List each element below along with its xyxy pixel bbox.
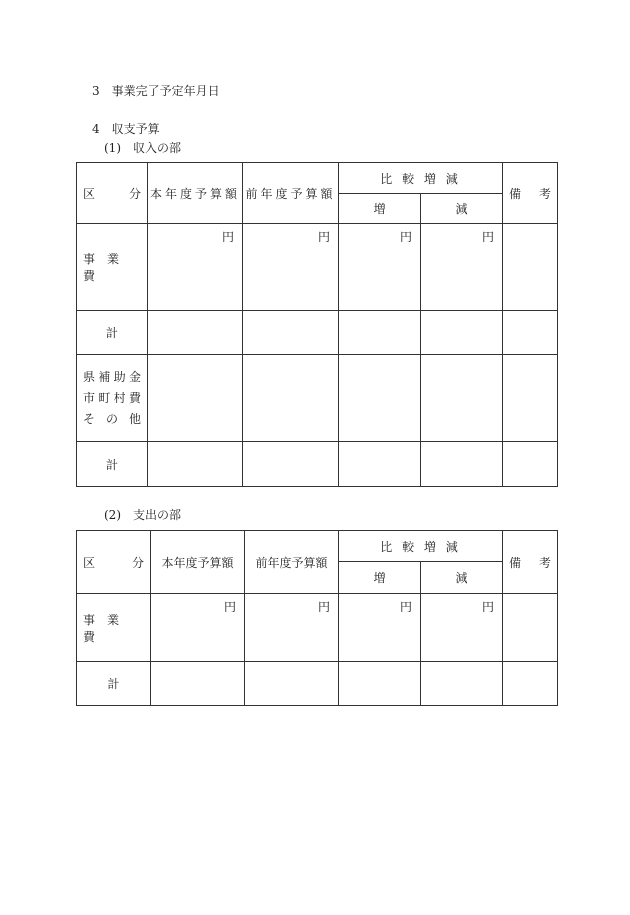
empty-cell (503, 355, 558, 442)
income-row-jigyohi (77, 224, 558, 311)
subtotal-label: 計 (77, 662, 151, 706)
empty-cell (243, 355, 339, 442)
expense-row-jigyohi (77, 594, 558, 662)
empty-cell (339, 355, 421, 442)
yen-unit: 円 (245, 594, 339, 662)
section-4-heading: 4 収支予算 (92, 122, 160, 136)
empty-cell (421, 442, 503, 487)
expense-header-increase: 増 (339, 562, 421, 594)
empty-cell (503, 442, 558, 487)
empty-cell (421, 311, 503, 355)
row-label-jigyohi: 事業費 (77, 594, 151, 662)
empty-cell (148, 311, 243, 355)
empty-cell (243, 442, 339, 487)
yen-unit: 円 (151, 594, 245, 662)
empty-cell (421, 662, 503, 706)
expense-header-kubun: 区 分 (77, 531, 151, 594)
yen-unit: 円 (243, 224, 339, 311)
source-municipal: 市 町 村 費 (83, 390, 141, 405)
income-header-kubun: 区 分 (77, 163, 148, 224)
empty-cell (339, 662, 421, 706)
income-header-increase: 増 (339, 194, 421, 224)
empty-cell (503, 662, 558, 706)
source-other: そ の 他 (83, 411, 141, 426)
expense-table (76, 530, 558, 706)
expense-header-comparison: 比 較 増 減 (339, 531, 503, 562)
income-header-comparison: 比 較 増 減 (339, 163, 503, 194)
expense-header-previous-budget: 前年度予算額 (245, 531, 339, 594)
yen-unit: 円 (339, 224, 421, 311)
empty-cell (243, 311, 339, 355)
empty-cell (151, 662, 245, 706)
income-header-decrease: 減 (421, 194, 503, 224)
income-header-current-budget: 本年度予算額 (148, 163, 243, 224)
section-3-heading: 3 事業完了予定年月日 (92, 84, 220, 98)
sources-labels (77, 355, 148, 442)
empty-cell (339, 442, 421, 487)
yen-unit: 円 (421, 224, 503, 311)
subtotal-label: 計 (77, 442, 148, 487)
expense-header-remarks: 備 考 (503, 531, 558, 594)
income-section-title: (1) 収入の部 (104, 141, 181, 155)
income-subtotal-row-1 (77, 311, 558, 355)
row-label-jigyohi: 事業費 (77, 224, 148, 311)
yen-unit: 円 (421, 594, 503, 662)
yen-unit: 円 (339, 594, 421, 662)
income-header-previous-budget: 前年度予算額 (243, 163, 339, 224)
expense-section-title: (2) 支出の部 (104, 508, 181, 522)
empty-cell (148, 442, 243, 487)
empty-cell (503, 594, 558, 662)
expense-header-current-budget: 本年度予算額 (151, 531, 245, 594)
income-subtotal-row-2 (77, 442, 558, 487)
income-sources-row (77, 355, 558, 442)
subtotal-label: 計 (77, 311, 148, 355)
income-header-remarks: 備 考 (503, 163, 558, 224)
empty-cell (245, 662, 339, 706)
empty-cell (421, 355, 503, 442)
empty-cell (339, 311, 421, 355)
expense-header-decrease: 減 (421, 562, 503, 594)
yen-unit: 円 (148, 224, 243, 311)
expense-subtotal-row (77, 662, 558, 706)
empty-cell (148, 355, 243, 442)
empty-cell (503, 311, 558, 355)
income-table (76, 162, 558, 487)
source-prefecture-subsidy: 県 補 助 金 (83, 369, 141, 384)
empty-cell (503, 224, 558, 311)
